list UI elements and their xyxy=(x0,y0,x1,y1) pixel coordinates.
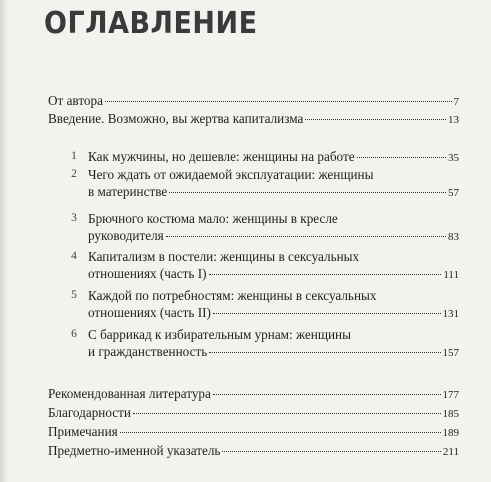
chapter-title-line: Капитализм в постели: женщины в сексуальных xyxy=(88,249,360,264)
page-edge-shadow xyxy=(0,0,8,482)
leader-dots xyxy=(209,274,442,275)
leader-dots xyxy=(357,157,446,158)
leader-dots xyxy=(166,236,446,237)
entry-title: Примечания xyxy=(48,424,118,439)
chapter-title-line: в материнстве xyxy=(88,184,168,199)
entry-page: 185 xyxy=(442,408,459,420)
leader-dots xyxy=(222,451,440,452)
entry-page: 111 xyxy=(443,269,459,281)
entry-page: 7 xyxy=(453,96,459,108)
chapter-title-line: Как мужчины, но дешевле: женщины на работе xyxy=(88,149,355,164)
chapter-number: 4 xyxy=(71,250,77,262)
chapter-title-line: С баррикад к избирательным урнам: женщины xyxy=(88,327,351,342)
chapter-title-line: Чего ждать от ожидаемой эксплуатации: женщины xyxy=(88,167,374,182)
toc-chapter-2[interactable] xyxy=(48,166,459,202)
toc-chapter-6[interactable] xyxy=(48,326,459,362)
toc-chapter-4[interactable] xyxy=(48,248,459,284)
entry-title: Введение. Возможно, вы жертва капитализма xyxy=(48,111,304,126)
toc-entry-back-1[interactable] xyxy=(48,404,459,423)
entry-page: 157 xyxy=(442,347,459,359)
leader-dots xyxy=(305,119,446,120)
entry-page: 57 xyxy=(448,187,459,199)
chapter-number: 6 xyxy=(71,328,77,340)
leader-dots xyxy=(120,432,441,433)
entry-page: 211 xyxy=(442,446,459,458)
entry-page: 83 xyxy=(448,231,459,243)
entry-page: 189 xyxy=(442,427,459,439)
chapter-number: 1 xyxy=(71,150,77,162)
chapter-title-line: Брючного костюма мало: женщины в кресле xyxy=(88,211,338,226)
leader-dots xyxy=(209,352,440,353)
toc-chapter-1[interactable] xyxy=(48,148,459,167)
leader-dots xyxy=(105,101,452,102)
toc-entry-back-2[interactable] xyxy=(48,423,459,442)
entry-page: 131 xyxy=(442,308,459,320)
toc-entry-back-0[interactable] xyxy=(48,385,459,404)
entry-title: Благодарности xyxy=(48,405,131,420)
chapter-title-line: Каждой по потребностям: женщины в сексуальных xyxy=(88,288,377,303)
leader-dots xyxy=(213,313,441,314)
entry-title: Рекомендованная литература xyxy=(48,386,211,401)
toc-entry-back-3[interactable] xyxy=(48,442,459,461)
leader-dots xyxy=(169,192,446,193)
chapter-title-line: отношениях (часть I) xyxy=(88,266,207,281)
toc-chapter-5[interactable] xyxy=(48,287,459,323)
leader-dots xyxy=(133,413,441,414)
entry-page: 13 xyxy=(448,114,459,126)
chapter-number: 2 xyxy=(71,168,77,180)
entry-page: 35 xyxy=(448,152,459,164)
toc-entry-front-1[interactable] xyxy=(48,110,459,129)
leader-dots xyxy=(213,394,441,395)
entry-page: 177 xyxy=(442,389,459,401)
chapter-number: 3 xyxy=(71,212,77,224)
toc-entry-front-0[interactable] xyxy=(48,92,459,111)
page-title: ОГЛАВЛЕНИЕ xyxy=(44,6,258,41)
chapter-number: 5 xyxy=(71,289,77,301)
chapter-title-line: руководителя xyxy=(88,228,164,243)
chapter-title-line: и гражданственность xyxy=(88,344,208,359)
toc-chapter-3[interactable] xyxy=(48,210,459,246)
entry-title: Предметно-именной указатель xyxy=(48,443,221,458)
chapter-title-line: отношениях (часть II) xyxy=(88,305,211,320)
entry-title: От автора xyxy=(48,93,103,108)
